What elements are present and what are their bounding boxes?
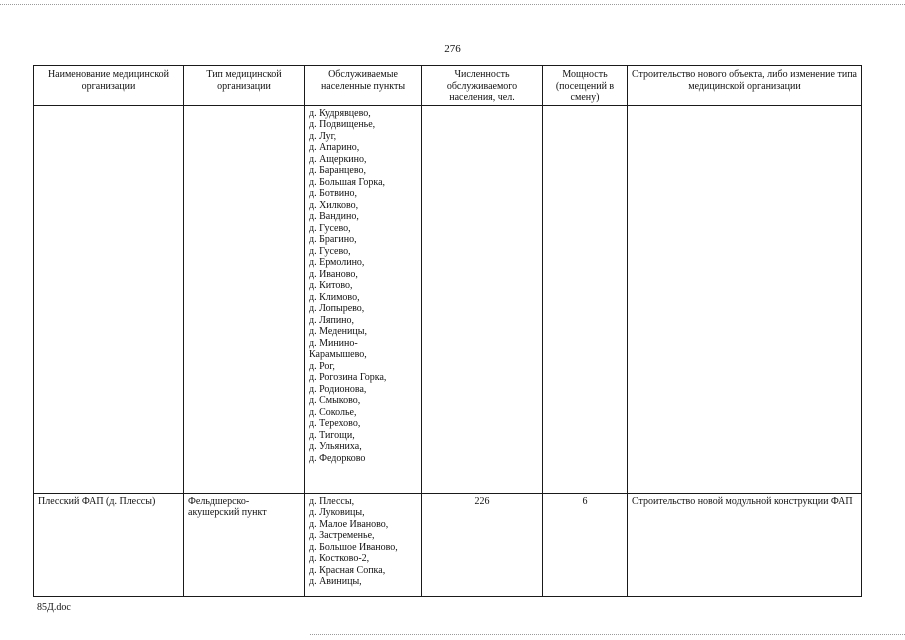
served-place-item: д. Хилково, xyxy=(309,199,359,211)
served-place-item: д. Лопырево, xyxy=(309,303,365,314)
cell-org-name: Плесский ФАП (д. Плессы) xyxy=(34,493,184,596)
cell-org-name xyxy=(34,105,184,493)
served-place-item: д. Авиницы, xyxy=(309,576,362,587)
table-row xyxy=(34,493,862,596)
served-place-item: д. Луковицы, xyxy=(309,507,365,518)
served-place-item: д. Костково-2, xyxy=(309,553,370,564)
table-row xyxy=(34,105,862,493)
served-place-item: д. Меденицы, xyxy=(309,326,367,337)
served-place-item: д. Минино- xyxy=(309,337,358,349)
served-place-item: д. Луг, xyxy=(309,130,337,142)
cell-capacity: 6 xyxy=(543,493,628,596)
served-place-item: д. Апарино, xyxy=(309,142,360,153)
served-place-item: д. Ермолино, xyxy=(309,257,365,268)
header-construction: Строительство нового объекта, либо изменение типа медицинской организации xyxy=(628,66,862,106)
header-org-type: Тип медицинской организации xyxy=(184,66,305,106)
served-place-item: д. Китово, xyxy=(309,280,353,291)
served-place-item: д. Ботвино, xyxy=(309,188,357,199)
served-place-item: д. Ляпино, xyxy=(309,314,355,326)
served-place-item: д. Ащеркино, xyxy=(309,153,367,165)
cell-org-type xyxy=(184,105,305,493)
served-place-item: д. Ульяниха, xyxy=(309,441,362,452)
cell-org-type: Фельдшерско-акушерский пункт xyxy=(184,493,305,596)
served-place-item: д. Рог, xyxy=(309,360,335,372)
cell-population: 226 xyxy=(422,493,543,596)
cell-population xyxy=(422,105,543,493)
served-place-item: д. Соколье, xyxy=(309,406,357,418)
served-places-list xyxy=(309,496,417,588)
header-population: Численность обслуживаемого населения, чел. xyxy=(422,66,543,106)
served-place-item: д. Подвищенье, xyxy=(309,119,376,130)
served-place-item: д. Застременье, xyxy=(309,530,375,541)
cell-capacity xyxy=(543,105,628,493)
served-place-item: д. Малое Иваново, xyxy=(309,518,389,530)
served-place-item: д. Смыково, xyxy=(309,395,361,406)
served-place-item: д. Плессы, xyxy=(309,495,355,507)
header-org-name: Наименование медицинской организации xyxy=(34,66,184,106)
scan-edge-bottom xyxy=(310,634,905,636)
header-served-places: Обслуживаемые населенные пункты xyxy=(305,66,422,106)
served-place-item: Карамышево, xyxy=(309,349,367,360)
served-place-item: д. Терехово, xyxy=(309,418,361,429)
served-place-item: д. Тигощи, xyxy=(309,429,355,441)
cell-served-places xyxy=(305,105,422,493)
served-place-item: д. Федорково xyxy=(309,452,366,464)
cell-served-places xyxy=(305,493,422,596)
facilities-table xyxy=(33,65,862,597)
scan-edge-top xyxy=(0,4,905,6)
cell-construction: Строительство новой модульной конструкции ФАП xyxy=(628,493,862,596)
served-place-item: д. Кудрявцево, xyxy=(309,107,371,119)
served-place-item: д. Климово, xyxy=(309,291,360,303)
served-place-item: д. Большая Горка, xyxy=(309,176,386,188)
served-place-item: д. Гусево, xyxy=(309,245,351,257)
served-place-item: д. Родионова, xyxy=(309,383,367,395)
served-place-item: д. Красная Сопка, xyxy=(309,564,386,576)
cell-construction xyxy=(628,105,862,493)
header-capacity: Мощность (посещений в смену) xyxy=(543,66,628,106)
served-place-item: д. Большое Иваново, xyxy=(309,541,398,553)
footer-filename: 85Д.doc xyxy=(37,602,71,613)
page-number: 276 xyxy=(444,43,461,55)
served-place-item: д. Иваново, xyxy=(309,268,358,280)
served-place-item: д. Вандино, xyxy=(309,211,359,222)
served-place-item: д. Баранцево, xyxy=(309,165,367,176)
served-place-item: д. Рогозина Горка, xyxy=(309,372,387,383)
served-place-item: д. Брагино, xyxy=(309,234,357,245)
served-places-list xyxy=(309,108,417,465)
served-place-item: д. Гусево, xyxy=(309,222,351,234)
table-header-row xyxy=(34,66,862,106)
